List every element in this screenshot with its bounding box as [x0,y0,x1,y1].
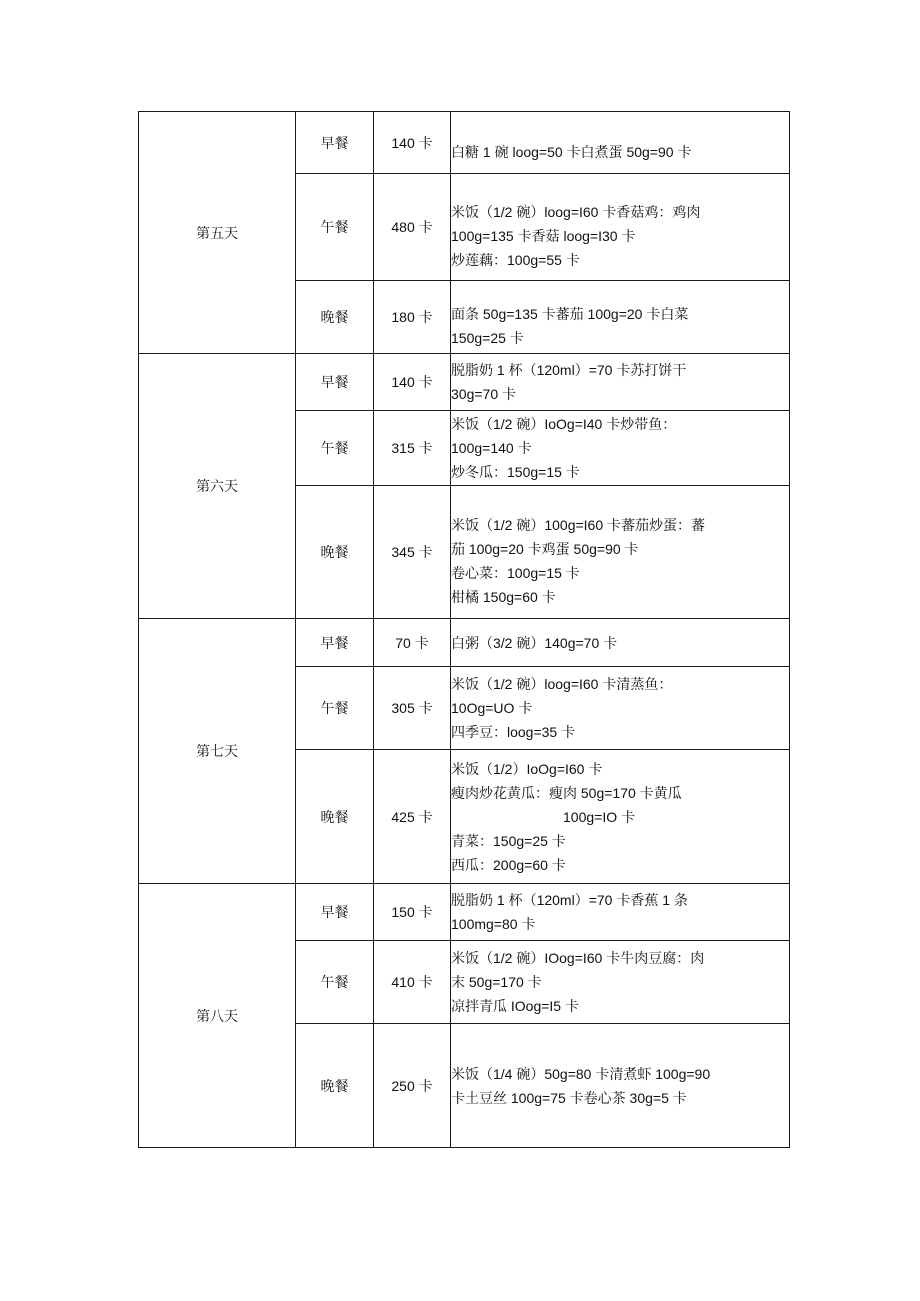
detail-line: 米饭（1/2 碗）IOog=I60 卡牛肉豆腐：肉 [451,950,705,966]
meal-detail [451,281,790,354]
meal-detail [451,941,790,1024]
detail-line: 100mg=80 卡 [451,916,536,932]
meal-label: 晚餐 [296,486,374,619]
meal-detail [451,619,790,667]
meal-plan-table [138,111,790,1148]
detail-line: 100g=140 卡 [451,440,532,456]
meal-detail [451,486,790,619]
calorie-value: 140 卡 [374,354,451,411]
calorie-value: 70 卡 [374,619,451,667]
detail-line: 炒冬瓜：150g=15 卡 [451,464,580,480]
table-row [139,619,790,667]
table-row [139,354,790,411]
meal-label: 午餐 [296,411,374,486]
detail-line: 米饭（1/2 碗）IoOg=I40 卡炒带鱼： [451,416,677,432]
meal-label: 午餐 [296,174,374,281]
meal-label: 午餐 [296,667,374,750]
day-label: 第五天 [139,112,296,354]
calorie-value: 250 卡 [374,1024,451,1148]
detail-line: 米饭（1/4 碗）50g=80 卡清煮虾 100g=90 [451,1065,711,1082]
detail-line: 10Og=UO 卡 [451,700,533,716]
meal-label: 早餐 [296,619,374,667]
meal-label: 早餐 [296,884,374,941]
detail-line: 米饭（1/2 碗）loog=I60 卡香菇鸡：鸡肉 [451,204,701,220]
meal-detail [451,884,790,941]
detail-line: 西瓜：200g=60 卡 [451,856,566,873]
calorie-value: 345 卡 [374,486,451,619]
calorie-value: 315 卡 [374,411,451,486]
detail-line: 白粥（3/2 碗）140g=70 卡 [451,634,618,651]
detail-line: 米饭（1/2 碗）loog=I60 卡清蒸鱼： [451,676,673,692]
day-label: 第六天 [139,354,296,619]
detail-line: 脱脂奶 1 杯（120ml）=70 卡苏打饼干 [451,362,687,378]
meal-detail [451,174,790,281]
detail-line: 100g=IO 卡 [563,808,635,825]
meal-label: 午餐 [296,941,374,1024]
meal-detail [451,411,790,486]
day-label: 第八天 [139,884,296,1148]
calorie-value: 425 卡 [374,750,451,884]
detail-line: 四季豆：loog=35 卡 [451,724,576,740]
calorie-value: 410 卡 [374,941,451,1024]
detail-line: 米饭（1/2 碗）100g=I60 卡蕃茄炒蛋：蕃 [451,517,706,533]
meal-label: 晚餐 [296,281,374,354]
detail-line: 卡土豆丝 100g=75 卡卷心茶 30g=5 卡 [451,1089,687,1106]
meal-detail [451,354,790,411]
calorie-value: 150 卡 [374,884,451,941]
detail-line: 茄 100g=20 卡鸡蛋 50g=90 卡 [451,541,639,557]
table-row [139,112,790,174]
table-row [139,884,790,941]
meal-detail [451,667,790,750]
detail-line: 100g=135 卡香菇 loog=I30 卡 [451,228,636,244]
detail-line: 卷心菜：100g=15 卡 [451,565,580,581]
meal-detail [451,112,790,174]
detail-line: 白糖 1 碗 loog=50 卡白煮蛋 50g=90 卡 [451,143,692,160]
detail-line: 炒莲藕：100g=55 卡 [451,252,580,268]
day-label: 第七天 [139,619,296,884]
calorie-value: 180 卡 [374,281,451,354]
meal-detail [451,1024,790,1148]
detail-line: 瘦肉炒花黄瓜：瘦肉 50g=170 卡黄瓜 [451,784,682,801]
calorie-value: 305 卡 [374,667,451,750]
detail-line: 脱脂奶 1 杯（120ml）=70 卡香蕉 1 条 [451,892,688,908]
detail-line: 米饭（1/2）IoOg=I60 卡 [451,760,603,777]
calorie-value: 140 卡 [374,112,451,174]
detail-line: 面条 50g=135 卡蕃茄 100g=20 卡白菜 [451,306,689,322]
detail-line: 柑橘 150g=60 卡 [451,589,556,605]
detail-line: 青菜：150g=25 卡 [451,832,566,849]
meal-detail [451,750,790,884]
detail-line: 150g=25 卡 [451,330,524,346]
meal-label: 早餐 [296,112,374,174]
meal-label: 晚餐 [296,1024,374,1148]
meal-label: 晚餐 [296,750,374,884]
meal-label: 早餐 [296,354,374,411]
detail-line: 凉拌青瓜 IOog=I5 卡 [451,998,579,1014]
detail-line: 30g=70 卡 [451,386,516,402]
detail-line: 末 50g=170 卡 [451,974,542,990]
calorie-value: 480 卡 [374,174,451,281]
